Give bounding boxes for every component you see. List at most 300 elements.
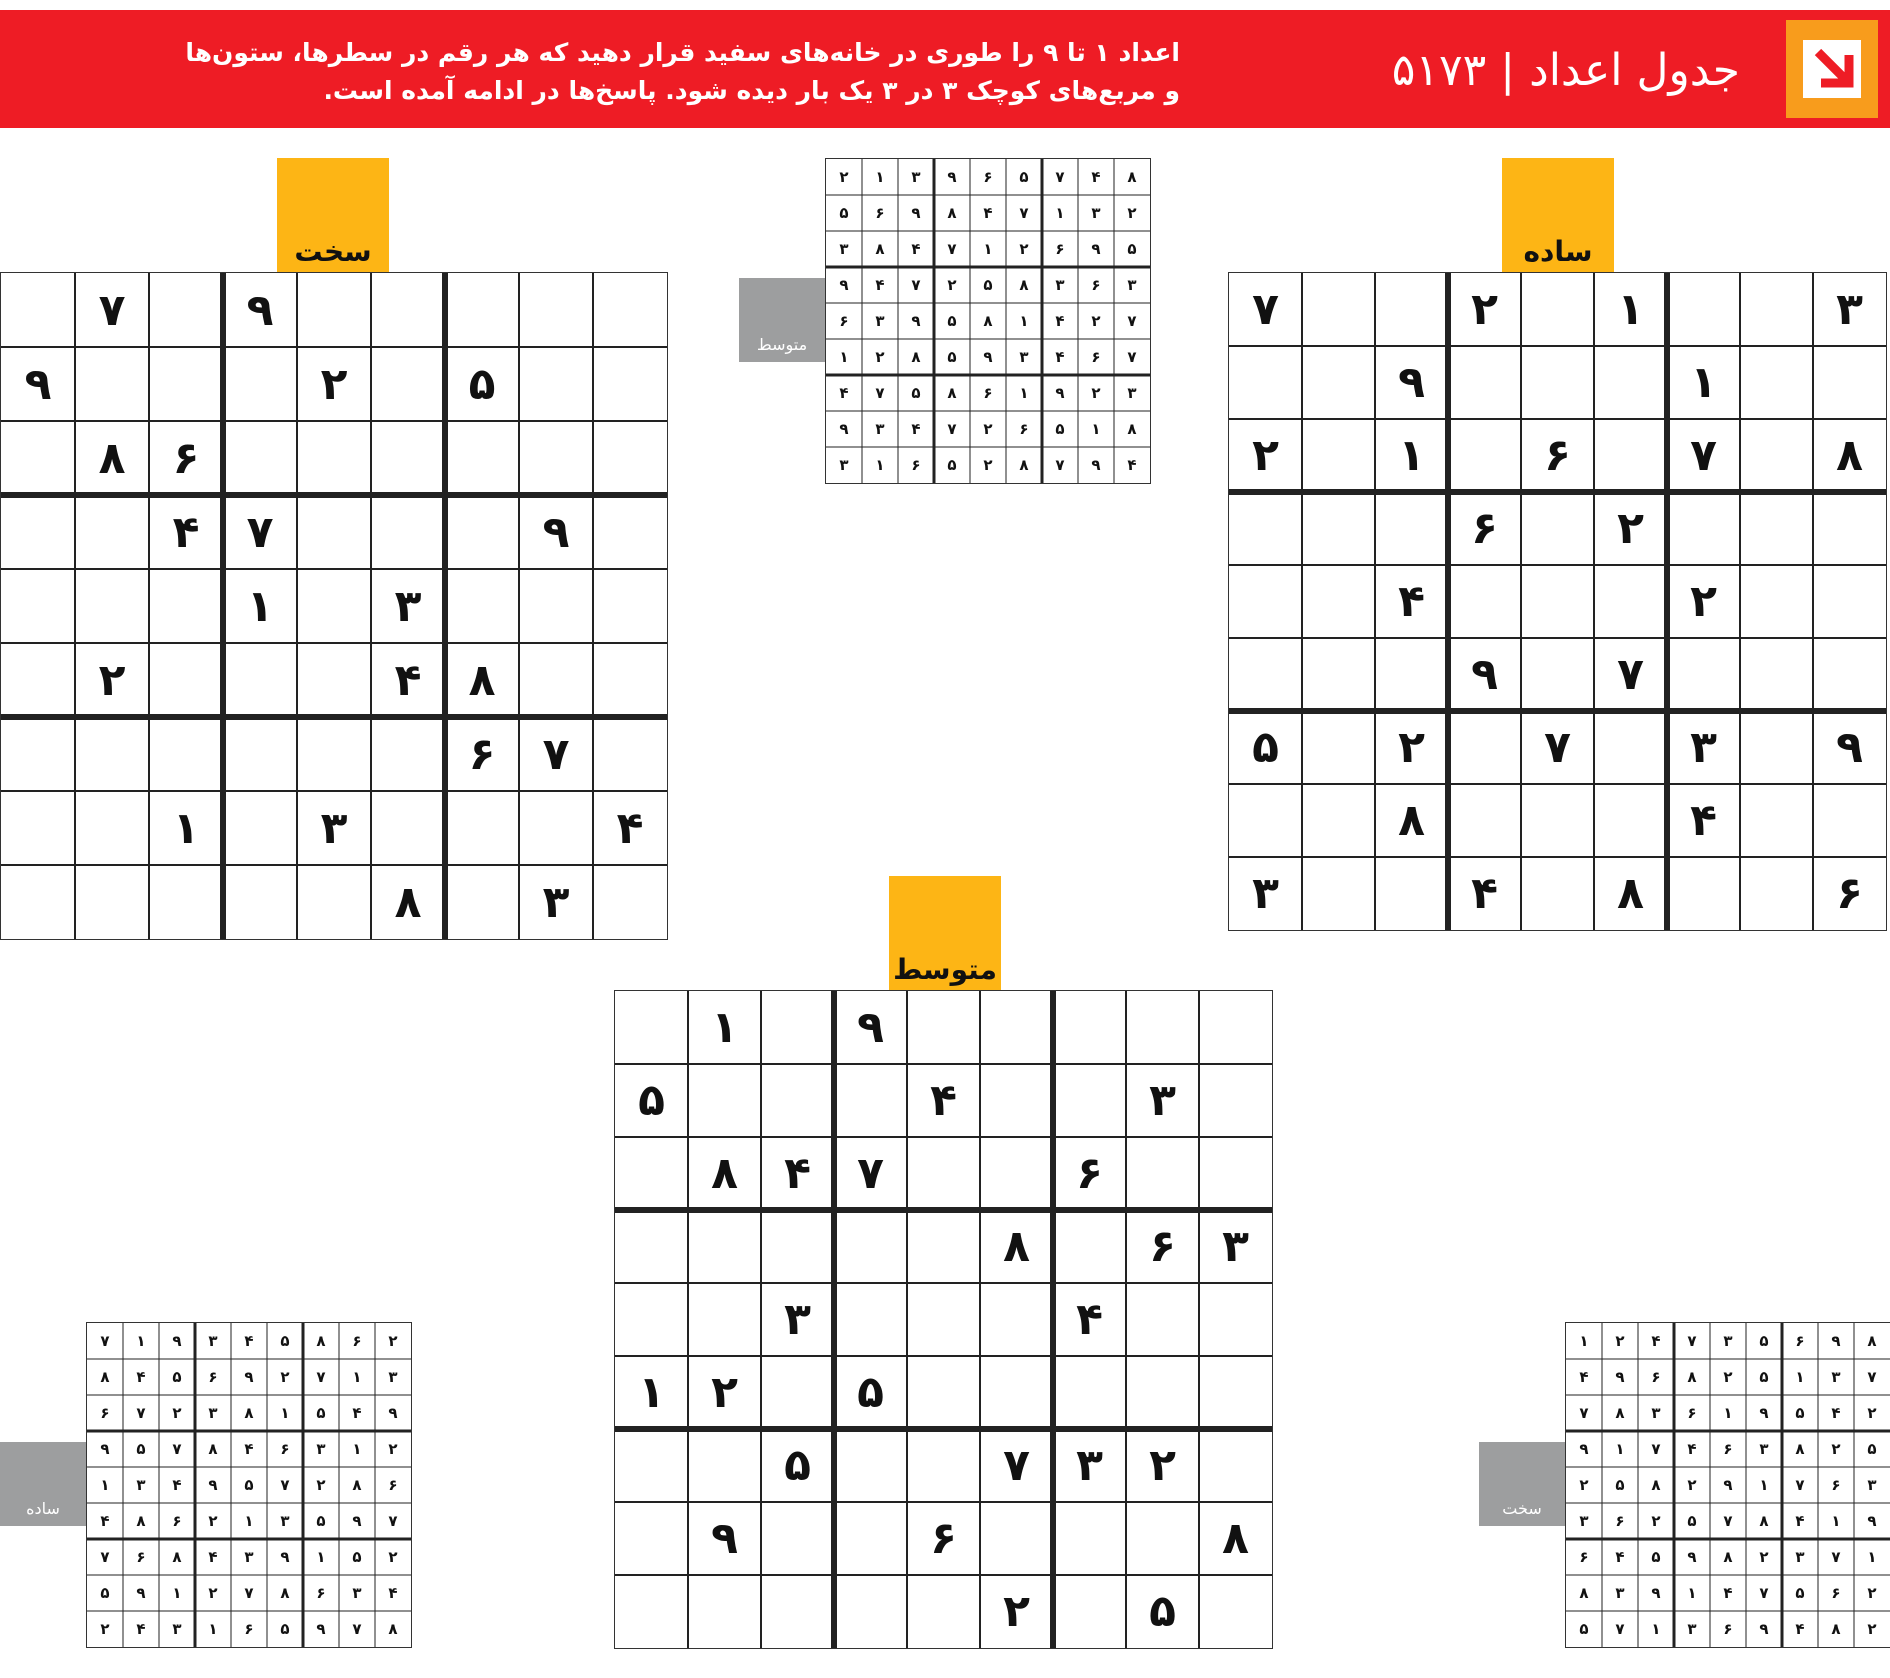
sudoku-cell[interactable]: ۴ (784, 1148, 811, 1199)
sudoku-cell[interactable] (1740, 273, 1813, 346)
sudoku-cell[interactable] (615, 1210, 688, 1283)
sudoku-cell[interactable] (1448, 565, 1521, 638)
sudoku-cell[interactable] (1199, 1575, 1272, 1648)
sudoku-cell[interactable]: ۲ (1471, 284, 1498, 335)
sudoku-cell[interactable] (519, 569, 593, 643)
sudoku-cell[interactable] (615, 991, 688, 1064)
sudoku-cell[interactable]: ۳ (1690, 722, 1717, 773)
sudoku-cell[interactable] (1375, 638, 1448, 711)
answer-cell: ۴ (136, 1620, 146, 1638)
sudoku-cell[interactable] (1594, 565, 1667, 638)
sudoku-cell[interactable] (1126, 1283, 1199, 1356)
sudoku-cell[interactable] (75, 347, 149, 421)
sudoku-cell[interactable] (615, 1137, 688, 1210)
sudoku-cell[interactable] (980, 1356, 1053, 1429)
sudoku-cell[interactable] (1813, 784, 1886, 857)
sudoku-cell[interactable] (1126, 991, 1199, 1064)
sudoku-cell[interactable]: ۴ (616, 802, 644, 854)
sudoku-cell[interactable] (615, 1575, 688, 1648)
sudoku-cell[interactable] (297, 569, 371, 643)
sudoku-cell[interactable] (75, 791, 149, 865)
sudoku-cell[interactable] (1302, 492, 1375, 565)
answer-cell: ۱ (1723, 1404, 1733, 1422)
answer-cell: ۵ (947, 456, 957, 474)
sudoku-cell[interactable] (75, 495, 149, 569)
sudoku-cell[interactable] (1, 865, 75, 939)
sudoku-cell[interactable] (1740, 419, 1813, 492)
sudoku-cell[interactable]: ۷ (1003, 1440, 1030, 1491)
sudoku-cell[interactable]: ۶ (172, 432, 200, 484)
sudoku-cell[interactable]: ۴ (394, 654, 422, 706)
sudoku-cell[interactable] (149, 273, 223, 347)
sudoku-cell[interactable]: ۲ (711, 1367, 738, 1418)
sudoku-cell[interactable] (615, 1429, 688, 1502)
sudoku-cell[interactable] (1375, 492, 1448, 565)
sudoku-cell[interactable] (1740, 711, 1813, 784)
sudoku-cell[interactable] (688, 1575, 761, 1648)
sudoku-cell[interactable] (688, 1210, 761, 1283)
answer-cell: ۹ (839, 420, 849, 438)
sudoku-cell[interactable] (1594, 419, 1667, 492)
sudoku-cell[interactable] (297, 865, 371, 939)
sudoku-cell[interactable] (1, 643, 75, 717)
sudoku-cell[interactable] (445, 791, 519, 865)
sudoku-cell[interactable]: ۲ (1003, 1586, 1030, 1637)
sudoku-cell[interactable] (1, 273, 75, 347)
sudoku-cell[interactable] (1667, 638, 1740, 711)
sudoku-cell[interactable]: ۷ (857, 1148, 884, 1199)
sudoku-cell[interactable]: ۹ (542, 506, 570, 558)
sudoku-cell[interactable] (907, 1575, 980, 1648)
sudoku-cell[interactable] (1521, 273, 1594, 346)
sudoku-cell[interactable] (1229, 492, 1302, 565)
sudoku-cell[interactable] (1302, 565, 1375, 638)
sudoku-cell[interactable] (615, 1502, 688, 1575)
answer-cell: ۴ (1687, 1440, 1697, 1458)
sudoku-cell[interactable] (149, 347, 223, 421)
answer-cell: ۶ (1019, 420, 1029, 438)
sudoku-cell[interactable] (1, 495, 75, 569)
sudoku-cell[interactable] (371, 347, 445, 421)
sudoku-cell[interactable] (1199, 1064, 1272, 1137)
sudoku-cell[interactable] (761, 991, 834, 1064)
sudoku-cell[interactable]: ۹ (857, 1002, 884, 1053)
sudoku-cell[interactable]: ۳ (320, 802, 348, 854)
sudoku-cell[interactable] (1302, 857, 1375, 930)
sudoku-cell[interactable] (980, 1502, 1053, 1575)
answer-cell: ۸ (1615, 1404, 1625, 1422)
sudoku-cell[interactable]: ۴ (1690, 795, 1717, 846)
answer-cell: ۹ (1055, 384, 1065, 402)
sudoku-cell[interactable] (519, 421, 593, 495)
sudoku-cell[interactable] (593, 717, 667, 791)
sudoku-cell[interactable]: ۷ (1252, 284, 1279, 335)
sudoku-cell[interactable]: ۶ (468, 728, 496, 780)
sudoku-cell[interactable] (834, 1283, 907, 1356)
answer-cell: ۲ (280, 1368, 290, 1386)
sudoku-cell[interactable] (297, 273, 371, 347)
sudoku-cell[interactable]: ۵ (468, 358, 496, 410)
sudoku-cell[interactable] (519, 791, 593, 865)
sudoku-cell[interactable] (907, 1429, 980, 1502)
sudoku-cell[interactable] (445, 421, 519, 495)
sudoku-cell[interactable] (761, 1356, 834, 1429)
answer-cell: ۱ (244, 1512, 254, 1530)
sudoku-cell[interactable]: ۶ (930, 1513, 957, 1564)
sudoku-cell[interactable] (593, 495, 667, 569)
answer-cell: ۸ (1019, 276, 1029, 294)
sudoku-cell[interactable] (75, 865, 149, 939)
answer-cell: ۹ (839, 276, 849, 294)
sudoku-cell[interactable] (1375, 857, 1448, 930)
sudoku-cell[interactable]: ۹ (711, 1513, 738, 1564)
sudoku-cell[interactable] (593, 569, 667, 643)
sudoku-cell[interactable]: ۱ (1690, 357, 1717, 408)
sudoku-cell[interactable] (615, 1283, 688, 1356)
sudoku-cell[interactable] (223, 865, 297, 939)
sudoku-cell[interactable]: ۶ (1836, 868, 1863, 919)
sudoku-cell[interactable]: ۳ (1076, 1440, 1103, 1491)
answer-cell: ۸ (136, 1512, 146, 1530)
sudoku-cell[interactable] (980, 1283, 1053, 1356)
sudoku-cell[interactable] (297, 421, 371, 495)
answer-cell: ۴ (911, 420, 921, 438)
answer-cell: ۹ (1759, 1404, 1769, 1422)
answer-cell: ۹ (1759, 1620, 1769, 1638)
sudoku-cell[interactable] (907, 1356, 980, 1429)
answer-cell: ۱ (1055, 204, 1065, 222)
sudoku-cell[interactable]: ۳ (1149, 1075, 1176, 1126)
sudoku-cell[interactable] (223, 791, 297, 865)
sudoku-cell[interactable] (907, 991, 980, 1064)
answer-cell: ۵ (1759, 1368, 1769, 1386)
answer-cell: ۳ (1019, 348, 1029, 366)
sudoku-cell[interactable] (1594, 711, 1667, 784)
sudoku-cell[interactable] (907, 1283, 980, 1356)
sudoku-cell[interactable]: ۴ (930, 1075, 957, 1126)
sudoku-cell[interactable] (1594, 784, 1667, 857)
sudoku-cell[interactable] (75, 717, 149, 791)
sudoku-cell[interactable] (1375, 273, 1448, 346)
sudoku-cell[interactable]: ۷ (1690, 430, 1717, 481)
sudoku-cell[interactable] (75, 569, 149, 643)
sudoku-cell[interactable]: ۲ (1252, 430, 1279, 481)
sudoku-cell[interactable]: ۷ (1617, 649, 1644, 700)
sudoku-cell[interactable] (149, 569, 223, 643)
sudoku-cell[interactable] (149, 717, 223, 791)
sudoku-cell[interactable]: ۸ (1398, 795, 1425, 846)
answer-cell: ۱ (1579, 1332, 1589, 1350)
sudoku-cell[interactable] (834, 1429, 907, 1502)
sudoku-cell[interactable]: ۹ (1471, 649, 1498, 700)
answer-cell: ۲ (983, 420, 993, 438)
sudoku-cell[interactable] (1199, 1283, 1272, 1356)
sudoku-cell[interactable] (1521, 565, 1594, 638)
answer-cell: ۹ (280, 1548, 290, 1566)
sudoku-cell[interactable]: ۵ (1149, 1586, 1176, 1637)
answer-cell: ۳ (208, 1404, 218, 1422)
sudoku-cell[interactable] (1199, 1356, 1272, 1429)
sudoku-cell[interactable]: ۹ (24, 358, 52, 410)
sudoku-cell[interactable]: ۵ (784, 1440, 811, 1491)
sudoku-cell[interactable]: ۸ (394, 876, 422, 928)
sudoku-cell[interactable] (1229, 565, 1302, 638)
answer-cell: ۵ (172, 1368, 182, 1386)
sudoku-cell[interactable] (1813, 346, 1886, 419)
answer-cell: ۷ (172, 1440, 182, 1458)
sudoku-cell[interactable]: ۸ (1003, 1221, 1030, 1272)
sudoku-cell[interactable] (1813, 565, 1886, 638)
sudoku-cell[interactable] (297, 643, 371, 717)
answer-cell: ۹ (911, 312, 921, 330)
sudoku-cell[interactable] (1229, 346, 1302, 419)
answer-cell: ۶ (875, 204, 885, 222)
sudoku-cell[interactable] (980, 1137, 1053, 1210)
sudoku-cell[interactable] (1521, 784, 1594, 857)
sudoku-cell[interactable] (1199, 1137, 1272, 1210)
sudoku-cell[interactable]: ۵ (857, 1367, 884, 1418)
sudoku-cell[interactable] (761, 1210, 834, 1283)
sudoku-cell[interactable]: ۳ (542, 876, 570, 928)
sudoku-cell[interactable] (1740, 565, 1813, 638)
sudoku-cell[interactable] (1302, 273, 1375, 346)
sudoku-cell[interactable] (371, 717, 445, 791)
sudoku-cell[interactable] (1740, 346, 1813, 419)
puzzle-easy (1228, 272, 1887, 931)
sudoku-cell[interactable] (1448, 784, 1521, 857)
sudoku-cell[interactable]: ۱ (172, 802, 200, 854)
sudoku-cell[interactable]: ۷ (542, 728, 570, 780)
sudoku-cell[interactable] (688, 1283, 761, 1356)
sudoku-cell[interactable] (907, 1210, 980, 1283)
sudoku-cell[interactable]: ۳ (1222, 1221, 1249, 1272)
answer-easy (86, 1322, 412, 1648)
sudoku-cell[interactable] (519, 347, 593, 421)
answer-cell: ۷ (1127, 348, 1137, 366)
answer-cell: ۲ (1723, 1368, 1733, 1386)
sudoku-cell[interactable] (445, 273, 519, 347)
answer-cell: ۸ (1759, 1512, 1769, 1530)
sudoku-cell[interactable] (980, 991, 1053, 1064)
sudoku-cell[interactable] (907, 1137, 980, 1210)
sudoku-cell[interactable] (1667, 492, 1740, 565)
sudoku-cell[interactable] (149, 865, 223, 939)
sudoku-cell[interactable] (1, 717, 75, 791)
sudoku-cell[interactable]: ۶ (1544, 430, 1571, 481)
sudoku-cell[interactable] (593, 643, 667, 717)
sudoku-cell[interactable] (1302, 419, 1375, 492)
sudoku-cell[interactable] (834, 1064, 907, 1137)
sudoku-cell[interactable] (1740, 492, 1813, 565)
sudoku-cell[interactable] (1126, 1356, 1199, 1429)
sudoku-cell[interactable]: ۵ (638, 1075, 665, 1126)
answer-label-hard: سخت (1479, 1442, 1565, 1526)
sudoku-cell[interactable] (1, 421, 75, 495)
answer-cell: ۶ (1723, 1440, 1733, 1458)
sudoku-cell[interactable]: ۲ (1398, 722, 1425, 773)
sudoku-cell[interactable]: ۱ (246, 580, 274, 632)
sudoku-cell[interactable] (445, 495, 519, 569)
sudoku-cell[interactable]: ۸ (1836, 430, 1863, 481)
sudoku-cell[interactable] (1521, 638, 1594, 711)
sudoku-cell[interactable] (593, 865, 667, 939)
sudoku-cell[interactable] (1053, 1575, 1126, 1648)
sudoku-cell[interactable]: ۷ (246, 506, 274, 558)
answer-cell: ۵ (316, 1512, 326, 1530)
sudoku-cell[interactable]: ۶ (1471, 503, 1498, 554)
sudoku-cell[interactable]: ۶ (1076, 1148, 1103, 1199)
answer-cell: ۱ (983, 240, 993, 258)
answer-cell: ۲ (208, 1584, 218, 1602)
sudoku-cell[interactable] (1740, 857, 1813, 930)
sudoku-cell[interactable]: ۴ (1398, 576, 1425, 627)
sudoku-cell[interactable]: ۲ (1149, 1440, 1176, 1491)
sudoku-cell[interactable] (297, 495, 371, 569)
answer-cell: ۹ (136, 1584, 146, 1602)
answer-cell: ۳ (280, 1512, 290, 1530)
sudoku-cell[interactable] (1053, 1064, 1126, 1137)
sudoku-cell[interactable] (761, 1064, 834, 1137)
sudoku-cell[interactable] (1521, 492, 1594, 565)
sudoku-cell[interactable] (1448, 711, 1521, 784)
sudoku-cell[interactable] (1229, 784, 1302, 857)
sudoku-cell[interactable]: ۴ (1076, 1294, 1103, 1345)
sudoku-cell[interactable]: ۱ (638, 1367, 665, 1418)
sudoku-cell[interactable]: ۴ (1471, 868, 1498, 919)
sudoku-cell[interactable]: ۱ (711, 1002, 738, 1053)
sudoku-cell[interactable]: ۲ (1690, 576, 1717, 627)
answer-cell: ۳ (316, 1440, 326, 1458)
sudoku-cell[interactable] (1740, 784, 1813, 857)
sudoku-cell[interactable] (1053, 1356, 1126, 1429)
sudoku-cell[interactable]: ۳ (394, 580, 422, 632)
sudoku-cell[interactable] (1302, 638, 1375, 711)
sudoku-cell[interactable] (1126, 1502, 1199, 1575)
sudoku-cell[interactable] (593, 421, 667, 495)
answer-cell: ۳ (1723, 1332, 1733, 1350)
sudoku-cell[interactable] (519, 273, 593, 347)
sudoku-cell[interactable] (593, 347, 667, 421)
sudoku-cell[interactable] (1053, 1210, 1126, 1283)
sudoku-cell[interactable] (1, 791, 75, 865)
sudoku-cell[interactable] (980, 1064, 1053, 1137)
sudoku-cell[interactable]: ۵ (1252, 722, 1279, 773)
sudoku-cell[interactable] (223, 717, 297, 791)
sudoku-cell[interactable] (761, 1502, 834, 1575)
sudoku-cell[interactable]: ۸ (1617, 868, 1644, 919)
sudoku-cell[interactable] (593, 273, 667, 347)
sudoku-cell[interactable]: ۱ (1398, 430, 1425, 481)
sudoku-cell[interactable]: ۴ (172, 506, 200, 558)
sudoku-cell[interactable] (1126, 1137, 1199, 1210)
answer-cell: ۸ (172, 1548, 182, 1566)
sudoku-cell[interactable]: ۷ (1544, 722, 1571, 773)
sudoku-cell[interactable] (1199, 991, 1272, 1064)
answer-label-easy: ساده (0, 1442, 86, 1526)
answer-cell: ۷ (875, 384, 885, 402)
sudoku-cell[interactable] (1667, 857, 1740, 930)
sudoku-cell[interactable]: ۹ (1398, 357, 1425, 408)
sudoku-cell[interactable] (149, 643, 223, 717)
sudoku-cell[interactable] (371, 495, 445, 569)
sudoku-cell[interactable] (1521, 857, 1594, 930)
instructions-text: اعداد ۱ تا ۹ را طوری در خانه‌های سفید قرار دهید که هر رقم در سطرها، ستون‌ها و مربع‌های کوچک ۳ در ۳ یک بار دیده شود. پاسخ‌ها در ادامه آمده است. (185, 38, 1180, 105)
sudoku-cell[interactable] (519, 643, 593, 717)
answer-cell: ۸ (1795, 1440, 1805, 1458)
sudoku-cell[interactable] (371, 421, 445, 495)
sudoku-cell[interactable] (834, 1502, 907, 1575)
sudoku-cell[interactable]: ۲ (320, 358, 348, 410)
sudoku-cell[interactable] (1813, 492, 1886, 565)
sudoku-cell[interactable]: ۸ (468, 654, 496, 706)
sudoku-cell[interactable]: ۹ (246, 284, 274, 336)
answer-cell: ۲ (208, 1512, 218, 1530)
sudoku-cell[interactable]: ۳ (1836, 284, 1863, 335)
sudoku-cell[interactable] (1302, 346, 1375, 419)
answer-cell: ۲ (1615, 1332, 1625, 1350)
sudoku-cell[interactable] (371, 791, 445, 865)
sudoku-cell[interactable] (1521, 346, 1594, 419)
sudoku-cell[interactable] (371, 273, 445, 347)
answer-cell: ۴ (172, 1476, 182, 1494)
answer-cell: ۵ (947, 312, 957, 330)
sudoku-cell[interactable] (1594, 346, 1667, 419)
sudoku-cell[interactable] (1053, 991, 1126, 1064)
sudoku-cell[interactable] (297, 717, 371, 791)
sudoku-cell[interactable] (1199, 1429, 1272, 1502)
sudoku-cell[interactable] (1302, 784, 1375, 857)
sudoku-cell[interactable] (223, 421, 297, 495)
answer-cell: ۲ (947, 276, 957, 294)
sudoku-cell[interactable] (1, 569, 75, 643)
sudoku-cell[interactable] (1053, 1502, 1126, 1575)
answer-cell: ۲ (388, 1440, 398, 1458)
sudoku-cell[interactable] (1813, 638, 1886, 711)
sudoku-cell[interactable]: ۱ (1617, 284, 1644, 335)
sudoku-cell[interactable] (223, 643, 297, 717)
answer-cell: ۸ (280, 1584, 290, 1602)
sudoku-cell[interactable] (834, 1575, 907, 1648)
sudoku-cell[interactable] (1667, 273, 1740, 346)
answer-cell: ۸ (947, 204, 957, 222)
answer-cell: ۲ (875, 348, 885, 366)
sudoku-cell[interactable]: ۹ (1836, 722, 1863, 773)
sudoku-cell[interactable]: ۲ (98, 654, 126, 706)
sudoku-cell[interactable] (834, 1210, 907, 1283)
sudoku-cell[interactable]: ۷ (98, 284, 126, 336)
sudoku-cell[interactable] (688, 1429, 761, 1502)
sudoku-cell[interactable]: ۳ (784, 1294, 811, 1345)
sudoku-cell[interactable] (688, 1064, 761, 1137)
sudoku-cell[interactable] (223, 347, 297, 421)
sudoku-cell[interactable] (445, 865, 519, 939)
sudoku-cell[interactable]: ۸ (711, 1148, 738, 1199)
sudoku-cell[interactable] (761, 1575, 834, 1648)
sudoku-cell[interactable] (1448, 346, 1521, 419)
sudoku-cell[interactable] (445, 569, 519, 643)
sudoku-cell[interactable] (1740, 638, 1813, 711)
sudoku-cell[interactable]: ۶ (1149, 1221, 1176, 1272)
answer-cell: ۱ (1687, 1584, 1697, 1602)
sudoku-cell[interactable]: ۲ (1617, 503, 1644, 554)
sudoku-cell[interactable]: ۳ (1252, 868, 1279, 919)
answer-cell: ۹ (316, 1620, 326, 1638)
sudoku-cell[interactable]: ۸ (1222, 1513, 1249, 1564)
sudoku-cell[interactable]: ۸ (98, 432, 126, 484)
sudoku-cell[interactable] (1302, 711, 1375, 784)
sudoku-cell[interactable] (1448, 419, 1521, 492)
sudoku-cell[interactable] (1229, 638, 1302, 711)
